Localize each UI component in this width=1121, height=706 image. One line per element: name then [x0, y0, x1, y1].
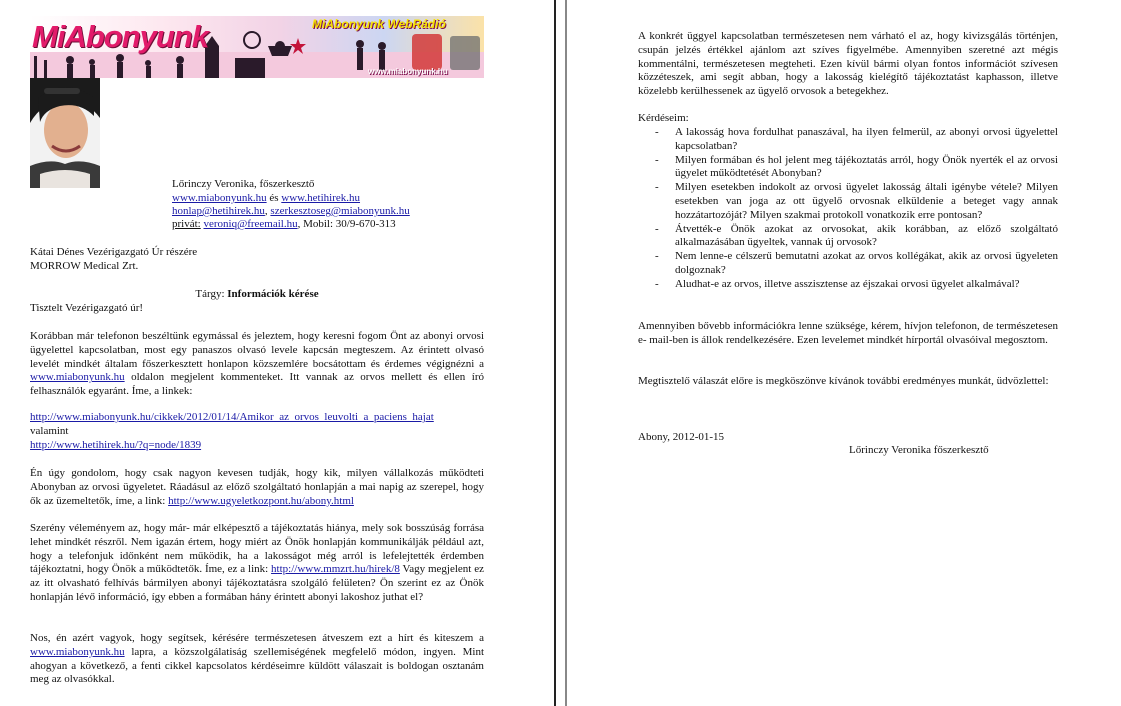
- question-item: - Nem lenne-e célszerű bemutatni azokat az orvos kollégákat, akik az orvosi ügyeleten dolgoznak?: [655, 250, 1058, 276]
- link-ugyeletkozpont[interactable]: http://www.ugyeletkozpont.hu/abony.html: [168, 494, 354, 507]
- header-banner: [30, 16, 484, 78]
- page-gutter-divider: [554, 0, 567, 706]
- paragraph-1: [30, 330, 484, 399]
- recipient-line-2: MORROW Medical Zrt.: [30, 260, 139, 272]
- question-text: Aludhat-e az orvos, illetve asszisztense az éjszakai orvosi ügyelet alkalmával?: [675, 277, 1020, 290]
- question-item: - Milyen esetekben indokolt az orvosi ügyelet lakosság általi igénybe vétele? Milyen esetekben van joga az ott ügyelő orvosnak elküldenie a beteget vagy annak hozzátartozóját? Milyen szakmai protokoll vonatkozik erre pontosan?: [655, 181, 1058, 221]
- link-article-hetihirek-line: [30, 439, 201, 453]
- document-page-left: [0, 0, 554, 706]
- signature-urls: [172, 192, 360, 206]
- question-text: Milyen esetekben indokolt az orvosi ügyelet lakosság általi igénybe vétele? Milyen esetekben van joga az ott ügyelő orvosnak elküldenie a beteget vagy annak hozzátartozóját? Milyen szakmai protokoll vonatkozik erre pontosan?: [675, 181, 1058, 221]
- signature-and: és: [269, 192, 279, 204]
- link-miabonyunk[interactable]: www.miabonyunk.hu: [172, 192, 267, 204]
- paragraph-2: [30, 467, 484, 508]
- link-mmzrt[interactable]: http://www.mmzrt.hu/hirek/8: [271, 563, 400, 576]
- questions-heading: Kérdéseim:: [638, 112, 689, 124]
- banner-tagline: MiAbonyunk WebRádió: [312, 17, 446, 31]
- question-item: - Aludhat-e az orvos, illetve asszisztense az éjszakai orvosi ügyelet alkalmával?: [655, 277, 1020, 290]
- questions-list: [638, 126, 1058, 292]
- link-article-hetihirek[interactable]: http://www.hetihirek.hu/?q=node/1839: [30, 439, 202, 451]
- link-article-miabonyunk-line: [30, 411, 434, 425]
- link-email-private[interactable]: veroniq@freemail.hu: [203, 218, 298, 230]
- paragraph-3-text-b: Vagy megjelent ez az itt olvasható felhívás bármilyen abonyi tájékoztatásra szolgáló felületen? Ön szerint ez az Önök honlapján lévő információ, így ebben a formában hány érintett abonyi lakoshoz juthat el?: [30, 563, 484, 603]
- recipient-line-1: Kátai Dénes Vezérigazgató Úr részére: [30, 246, 198, 258]
- question-item: - Milyen formában és hol jelent meg tájékoztatás arról, hogy Önök nyerték el az orvosi ügyelet működtetését Abonyban?: [655, 153, 1058, 180]
- subject-line: [0, 288, 484, 302]
- right-paragraph-2: Amennyiben bővebb információkra lenne szüksége, kérem, hívjon telefonon, de természetesen e- mail-ben is állok rendelkezésére. Ezen levelemet mindkét hírportál olvasóival megosztom.: [638, 320, 1058, 346]
- paragraph-2-text: Én úgy gondolom, hogy csak nagyon kevesen tudják, hogy kik, milyen vállalkozás működteti Abonyban az orvosi ügyeletet. Ráadásul az előző szolgáltató honlapján a mai napig az szerepel, hogy ők az üzemeltetők, íme, a link:: [30, 467, 484, 507]
- closing-signature: Lőrinczy Veronika főszerkesztő: [849, 444, 989, 456]
- document-page-right: [567, 0, 1121, 706]
- question-text: Nem lenne-e célszerű bemutatni azokat az orvos kollégákat, akik az orvosi ügyeleten dolgoznak?: [675, 250, 1058, 276]
- paragraph-3-text-a: Szerény véleményem az, hogy már- már elképesztő a tájékoztatás hiánya, mely sok bosszúság forrása lehet mindkét részről. Nem igazán értem, hogy miért az Önök honlapján kommunikálják például azt, hogy a telefonjuk időnként nem működik, ha a lakosságot még arról is lefelejtették érdemben tájékoztatni, hogy Önök a működtetők. Íme, ez a link:: [30, 522, 484, 576]
- paragraph-4-text-b: lapra, a közszolgálatiság szellemiségének megfelelő módon, ingyen. Mint ahogyan a következő, a fenti cikkel kapcsolatos kérdéseimre küldött válaszait is boldogan osztanám meg az olvasókkal.: [30, 645, 484, 686]
- paragraph-1-link[interactable]: www.miabonyunk.hu: [30, 371, 125, 384]
- signature-name: Lőrinczy Veronika, főszerkesztő: [172, 178, 315, 190]
- paragraph-4: [30, 632, 484, 687]
- link-article-miabonyunk[interactable]: http://www.miabonyunk.hu/cikkek/2012/01/14/Amikor_az_orvos_leuvolti_a_paciens_hajat: [30, 411, 434, 423]
- right-paragraph-1: A konkrét üggyel kapcsolatban természetesen nem várható el az, hogy kivizsgálás történjen, csupán jelzés értékkel ajánlom azt szíves figyelmébe. Amennyiben szeretné azt mégis kommentálni, természetesen megteheti. Ezen kívül bármi olyan fontos információt szívesen közzéteszek, ami segít abban, hogy a lakosság kielégítő tájékoztatást kaphasson, illetve közelebb kerülhessenek az ügyelő orvosok a betegekhez.: [638, 30, 1058, 98]
- link-hetihirek[interactable]: www.hetihirek.hu: [281, 192, 361, 204]
- subject-text: Információk kérése: [227, 288, 319, 300]
- question-text: Átvették-e Önök azokat az orvosokat, akik korábban, az előző szolgáltató alkalmazásában ügyeltek, vannak új orvosok?: [675, 222, 1058, 249]
- subject-label: Tárgy:: [195, 288, 225, 300]
- paragraph-1-text-a: Korábban már telefonon beszéltünk egymással és jeleztem, hogy keresni fogom Önt az abonyi orvosi ügyelettel kapcsolatban, most egy panaszos olvasó levele kapcsán megteszem. Az érintett olvasó levelét mindkét általam főszerkesztett honlapon közszemlére bocsátottam és érdemes végignézni a: [30, 330, 484, 370]
- signature-emails: [172, 205, 410, 219]
- banner-site-url: www.miabonyunk.hu: [368, 67, 448, 76]
- signature-private-label: privát:: [172, 218, 201, 230]
- site-logo: MiAbonyunk: [32, 19, 208, 54]
- link-email-honlap[interactable]: honlap@hetihirek.hu: [172, 205, 265, 217]
- paragraph-4-text-a: Nos, én azért vagyok, hogy segítsek, kérésére természetesen átveszem ezt a hírt és kiteszem a: [30, 632, 484, 644]
- salutation: Tisztelt Vezérigazgató úr!: [30, 302, 144, 314]
- paragraph-4-link[interactable]: www.miabonyunk.hu: [30, 645, 125, 658]
- question-text: A lakosság hova fordulhat panaszával, ha ilyen felmerül, az abonyi orvosi ügyelettel kapcsolatban?: [675, 126, 1058, 152]
- author-photo: [30, 78, 100, 188]
- place-and-date: Abony, 2012-01-15: [638, 431, 725, 443]
- question-item: - A lakosság hova fordulhat panaszával, ha ilyen felmerül, az abonyi orvosi ügyelettel kapcsolatban?: [655, 126, 1058, 152]
- valamint-text: valamint: [30, 425, 69, 437]
- signature-private: [172, 218, 396, 232]
- paragraph-1-text-b: oldalon megjelent kommenteket. Itt vannak az orvos mellett és ellen író felhasználók egyaránt. Íme, a linkek:: [30, 371, 484, 398]
- signature-separator: ,: [264, 205, 268, 217]
- question-text: Milyen formában és hol jelent meg tájékoztatás arról, hogy Önök nyerték el az orvosi ügyelet működtetését Abonyban?: [675, 153, 1058, 180]
- question-item: - Átvették-e Önök azokat az orvosokat, akik korábban, az előző szolgáltató alkalmazásában ügyeltek, vannak új orvosok?: [655, 222, 1058, 249]
- link-email-szerkesztoseg[interactable]: szerkesztoseg@miabonyunk.hu: [270, 205, 410, 217]
- paragraph-3: [30, 522, 484, 605]
- signature-mobile: , Mobil: 30/9-670-313: [297, 218, 396, 230]
- right-paragraph-3: Megtisztelő válaszát előre is megköszönve kívánok további eredményes munkát, üdvözlettel:: [638, 375, 1049, 387]
